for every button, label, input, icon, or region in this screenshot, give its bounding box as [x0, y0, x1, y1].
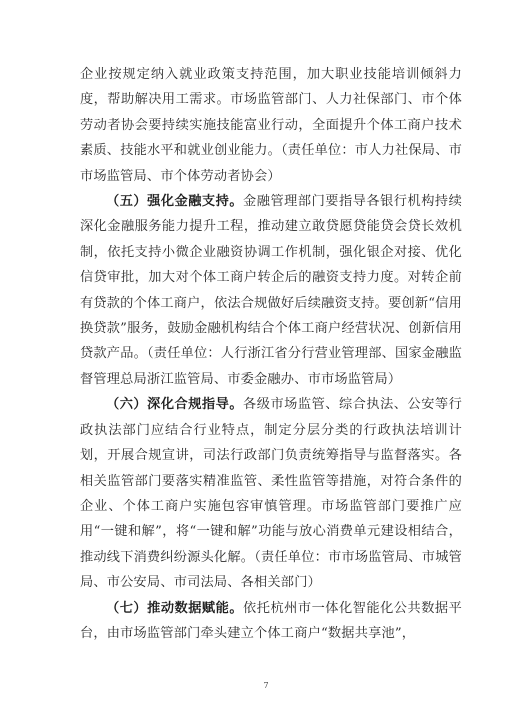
paragraph-text: 依托杭州市一体化智能化公共数据平台，由市场监管部门牵头建立个体工商户“数据共享池”， [80, 600, 462, 641]
section-heading-6: （六）深化合规指导。 [106, 397, 244, 413]
paragraph-text: 各级市场监管、综合执法、公安等行政执法部门应结合行业特点，制定分层分类的行政执法培训计划，开展合规宣讲，司法行政部门负责统筹指导与监督落实。各相关监管部门要落实精准监管、柔性监管等措施，对符合条件的企业、个体工商户实施包容审慎管理。市场监管部门要推广应用“一键和解”，将“一键和解”功能与放心消费单元建设相结合，推动线下消费纠纷源头化解。（责任单位：市市场监管局、市城管局、市公安局、市司法局、各相关部门） [80, 397, 462, 591]
document-body [80, 62, 462, 646]
paragraph-text: 金融管理部门要指导各银行机构持续深化金融服务能力提升工程，推动建立敢贷愿贷能贷会贷长效机制，依托支持小微企业融资协调工作机制，强化银企对接、优化信贷审批，加大对个体工商户转企后的融资支持力度。对转企前有贷款的个体工商户，依法合规做好后续融资支持。要创新“信用换贷款”服务，鼓励金融机构结合个体工商户经营状况、创新信用贷款产品。（责任单位：人行浙江省分行营业管理部、国家金融监督管理总局浙江监管局、市委金融办、市市场监管局） [80, 194, 462, 387]
paragraph-section-6 [80, 392, 462, 595]
paragraph-section-7 [80, 596, 462, 647]
paragraph-continuation [80, 62, 462, 189]
section-heading-5: （五）强化金融支持。 [106, 194, 244, 210]
page-number: 7 [263, 681, 269, 690]
section-heading-7: （七）推动数据赋能。 [106, 600, 244, 616]
paragraph-section-5 [80, 189, 462, 392]
paragraph-text: 企业按规定纳入就业政策支持范围，加大职业技能培训倾斜力度，帮助解决用工需求。市场监管部门、人力社保部门、市个体劳动者协会要持续实施技能富业行动，全面提升个体工商户技术素质、技能水平和就业创业能力。（责任单位：市人力社保局、市市场监管局、市个体劳动者协会） [80, 67, 462, 184]
